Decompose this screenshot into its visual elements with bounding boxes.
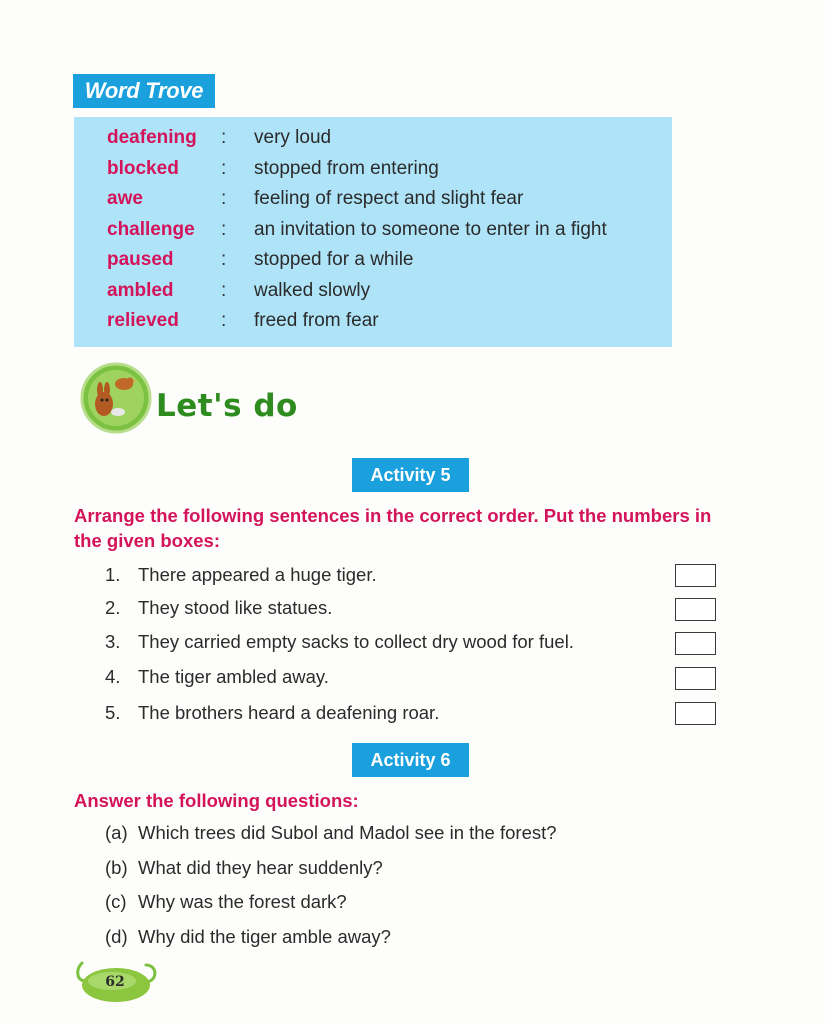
item-text: The tiger ambled away. bbox=[138, 666, 329, 687]
question-text: Why did the tiger amble away? bbox=[138, 926, 391, 947]
item-text: There appeared a huge tiger. bbox=[138, 564, 377, 585]
activity-5-instruction bbox=[74, 503, 711, 553]
glossary-term: awe bbox=[107, 188, 143, 209]
question-text: Why was the forest dark? bbox=[138, 891, 347, 912]
answer-box[interactable] bbox=[675, 632, 716, 655]
item-text: The brothers heard a deafening roar. bbox=[138, 702, 440, 723]
question-number: (c) bbox=[105, 891, 127, 912]
list-item bbox=[105, 630, 574, 654]
glossary-definition: an invitation to someone to enter in a fight bbox=[254, 219, 607, 240]
word-trove-heading: Word Trove bbox=[73, 74, 215, 108]
glossary-separator: : bbox=[221, 249, 227, 270]
instruction-line: Arrange the following sentences in the correct order. Put the numbers in bbox=[74, 505, 712, 526]
answer-box[interactable] bbox=[675, 667, 716, 690]
item-text: They carried empty sacks to collect dry wood for fuel. bbox=[138, 631, 574, 652]
glossary-separator: : bbox=[221, 280, 227, 301]
question-number: (a) bbox=[105, 822, 128, 843]
glossary-term: ambled bbox=[107, 280, 174, 301]
item-number: 1. bbox=[105, 564, 121, 585]
glossary-row bbox=[74, 215, 672, 245]
answer-box[interactable] bbox=[675, 564, 716, 587]
glossary-definition: very loud bbox=[254, 127, 332, 148]
glossary-row bbox=[74, 245, 672, 275]
lets-do-title: Let's do bbox=[156, 388, 298, 424]
glossary-term: relieved bbox=[107, 310, 179, 331]
glossary-definition: feeling of respect and slight fear bbox=[254, 188, 524, 209]
item-number: 2. bbox=[105, 597, 121, 618]
answer-box[interactable] bbox=[675, 702, 716, 725]
question-number: (d) bbox=[105, 926, 128, 947]
item-number: 4. bbox=[105, 666, 121, 687]
glossary-separator: : bbox=[221, 219, 227, 240]
instruction-line: the given boxes: bbox=[74, 530, 220, 551]
glossary-definition: freed from fear bbox=[254, 310, 379, 331]
answer-box[interactable] bbox=[675, 598, 716, 621]
glossary-definition: stopped from entering bbox=[254, 158, 439, 179]
page-number: 62 bbox=[105, 974, 125, 990]
glossary-separator: : bbox=[221, 310, 227, 331]
word-trove-glossary bbox=[74, 117, 672, 347]
glossary-separator: : bbox=[221, 188, 227, 209]
item-number: 3. bbox=[105, 631, 121, 652]
glossary-separator: : bbox=[221, 158, 227, 179]
glossary-separator: : bbox=[221, 127, 227, 148]
list-item bbox=[105, 596, 332, 620]
question-text: What did they hear suddenly? bbox=[138, 857, 383, 878]
item-text: They stood like statues. bbox=[138, 597, 333, 618]
list-item bbox=[105, 665, 329, 689]
question-item bbox=[105, 925, 391, 949]
glossary-definition: stopped for a while bbox=[254, 249, 414, 270]
activity-5-label: Activity 5 bbox=[352, 458, 469, 492]
glossary-row bbox=[74, 123, 672, 153]
glossary-term: challenge bbox=[107, 219, 195, 240]
activity-6-label: Activity 6 bbox=[352, 743, 469, 777]
birds-and-rabbit-badge-icon bbox=[80, 362, 152, 434]
question-item bbox=[105, 856, 383, 880]
question-item bbox=[105, 890, 347, 914]
activity-6-instruction: Answer the following questions: bbox=[74, 790, 359, 811]
glossary-definition: walked slowly bbox=[254, 280, 371, 301]
glossary-row bbox=[74, 184, 672, 214]
glossary-row bbox=[74, 306, 672, 336]
item-number: 5. bbox=[105, 702, 121, 723]
glossary-term: blocked bbox=[107, 158, 179, 179]
question-item bbox=[105, 821, 557, 845]
glossary-row bbox=[74, 154, 672, 184]
list-item bbox=[105, 563, 377, 587]
glossary-term: paused bbox=[107, 249, 174, 270]
list-item bbox=[105, 701, 439, 725]
glossary-term: deafening bbox=[107, 127, 197, 148]
question-text: Which trees did Subol and Madol see in the forest? bbox=[138, 822, 557, 843]
glossary-row bbox=[74, 276, 672, 306]
question-number: (b) bbox=[105, 857, 128, 878]
